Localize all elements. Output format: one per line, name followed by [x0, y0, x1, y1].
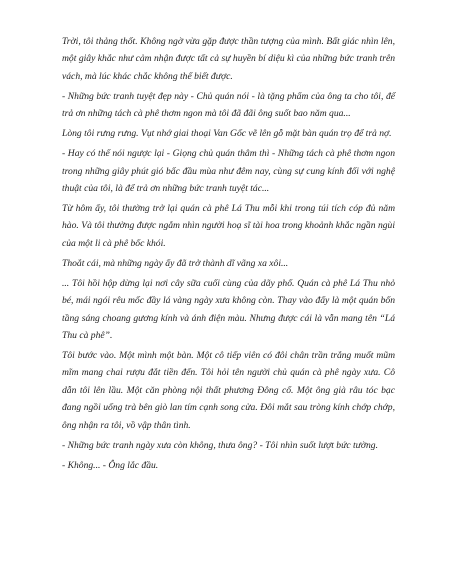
paragraph-8: Tôi bước vào. Một mình một bàn. Một cô tiếp viên có đôi chân trần trắng muốt mũm mĩm mang chai rượu đắt tiền đến. Tôi hỏi tên người chủ quán cà phê ngày xưa. Cô dẫn tôi lên lầu. Một căn phòng nội thất phương Đông cổ. Một ông già râu tóc bạc đang ngồi uống trà bên giò lan tím cạnh song cửa. Đôi mắt sau tròng kính chớp chớp, ông nhận ra tôi, vồ vập thân tình. — [62, 350, 395, 431]
paragraph-5: Từ hôm ấy, tôi thường trở lại quán cà phê Lá Thu mỗi khi trong túi tích cóp đủ năm hào. Và tôi thường được ngắm nhìn người hoạ sĩ tài hoa trong khoảnh khắc ngần ngùi của một li cà phê bốc khói. — [62, 203, 395, 249]
paragraph-10: - Không... - Ông lắc đầu. — [62, 459, 159, 471]
paragraph-7: ... Tôi hồi hộp dừng lại nơi cây sữa cuối cùng của dãy phố. Quán cà phê Lá Thu nhỏ bé, mái ngói rêu mốc đầy lá vàng ngày xưa không còn. Thay vào đấy là một quán bốn tầng sáng choang gương kính và ánh điện màu. Nhưng được cái là vẫn mang tên “Lá Thu cà phê”. — [62, 277, 395, 342]
paragraph-3: Lòng tôi rưng rưng. Vụt nhớ giai thoại Van Gốc vẽ lên gỗ mặt bàn quán trọ để trả nợ. — [62, 128, 392, 140]
paragraph-9: - Những bức tranh ngày xưa còn không, thưa ông? - Tôi nhìn suốt lượt bức tường. — [62, 439, 379, 451]
document-page — [62, 33, 395, 477]
paragraph-6: Thoắt cái, mà những ngày ấy đã trở thành dĩ vãng xa xôi... — [62, 257, 289, 269]
paragraph-2: - Những bức tranh tuyệt đẹp này - Chủ quán nói - là tặng phẩm của ông ta cho tôi, để trả ơn những tách cà phê thơm ngon mà tôi đã đãi ông suốt bao năm qua... — [62, 90, 395, 120]
paragraph-4: - Hay có thể nói ngược lại - Giọng chủ quán thâm thì - Những tách cà phê thơm ngon trong những giây phút gió bấc đầu mùa như đêm nay, cùng sự cung kính đối với nghệ thuật của tôi, là để trả ơn những bức tranh tuyệt tác... — [62, 148, 395, 195]
paragraph-1: Trời, tôi thảng thốt. Không ngờ vừa gặp được thần tượng của mình. Bất giác nhìn lên, một giây khắc như cảm nhận được tất cả sự huyền bí diệu kì của những bức tranh trên vách, mà lúc khác chắc không thể biết được. — [62, 36, 395, 82]
